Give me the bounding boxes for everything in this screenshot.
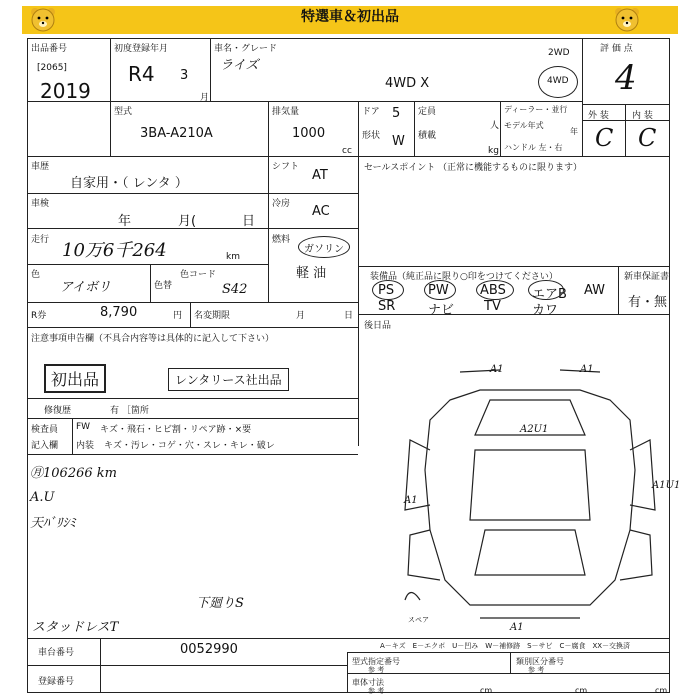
legend: A－キズ E－エクボ U－凹み W－補修跡 S－サビ C－腐食 XX－交換済 [380,642,631,650]
score-label: 評 価 点 [600,44,633,54]
reg-label: 登録番号 [38,677,75,687]
inspector-label: 検査員 [31,425,59,435]
load-unit: kg [488,146,499,156]
equip-sr: SR [378,299,396,314]
equip-pw: PW [428,283,449,298]
repair-value: 有 ［箇所 [110,406,149,416]
header-title: 特選車＆初出品 [301,9,399,25]
int-grade: C [638,124,657,152]
spare-label: スペア [408,616,429,624]
lot-number: 2019 [40,79,91,103]
mileage: 10万6千264 [62,240,167,261]
shift-label: シフト [272,162,300,172]
mileage-label: 走行 [31,235,50,245]
disp-label: 排気量 [272,107,300,117]
lot-label: 出品番号 [31,44,68,54]
load-label: 積載 [418,131,437,141]
equip-abs-circle [476,280,514,300]
shape: W [392,134,405,149]
equip-airbag: エアB [532,287,567,302]
repair-label: 修復歴 [44,406,72,416]
color-code: S42 [222,282,248,297]
reg-month: 3 [180,68,189,83]
doors: 5 [392,106,401,121]
era-year: R4 [128,62,155,86]
color-label: 色 [31,270,41,280]
capacity-unit: 人 [490,121,500,131]
shift: AT [312,168,328,183]
chassis-label: 車台番号 [38,648,75,658]
spec-label: 型式指定番号 [352,657,400,666]
diagram-mark: A2U1 [520,424,549,435]
equip-airbag-circle [528,280,564,300]
history-label: 車歴 [31,162,50,172]
warranty-value: 有・無 [628,295,668,310]
note-line-1: ㊊106266 km [30,466,117,481]
capacity-label: 定員 [418,107,437,117]
record-label: 記入欄 [31,441,59,451]
recycle: 8,790 [100,305,138,320]
dims-cm: cm [655,686,668,695]
car-name: ライズ [220,58,259,73]
month-unit: 月 [200,93,210,103]
equip-ps: PS [378,283,395,298]
equip-label: 装備品（純正品に限り○印をつけてください） [370,272,558,282]
warranty-label: 新車保証書 [624,272,670,282]
interior-label: 内装 [76,441,95,451]
ac-label: 冷房 [272,199,291,209]
nc-day: 日 [344,311,354,321]
first-reg-label: 初度登録年月 [114,44,169,54]
note-line-2: A.U [30,490,55,505]
interior-items: キズ・汚レ・コゲ・穴・スレ・キレ・破レ [104,441,275,451]
type-ref: 参 考 [528,666,545,674]
chassis: 0052990 [180,642,238,657]
score: 4 [615,58,637,98]
diagram-mark: A1U1 [652,480,681,491]
drive-4wd: 4WD [547,76,569,86]
equip-ps-circle [372,280,404,300]
sales-label: セールスポイント （正常に機能するものに限ります） [364,163,583,173]
fuel-gas: ガソリン [304,244,344,255]
nc-month: 月 [296,311,306,321]
ac: AC [312,204,330,219]
type-label: 類別区分番号 [516,657,564,666]
door-label: ドア [362,107,380,117]
equip-leather: カワ [532,303,559,318]
grade: 4WD X [385,76,430,91]
fw-items: キズ・飛石・ヒビ割・リペア跡・×要 [100,425,252,435]
note-line-3: 天ﾊﾞﾘｼﾐ [30,516,76,531]
fuel-diesel: 軽 油 [296,266,327,281]
dealer-label: ディーラー・並行 [504,105,568,114]
diagram-mark: A1 [580,364,594,375]
inspection-label: 車検 [31,199,50,209]
lot-small: [2065] [37,63,67,73]
recycle-label: R券 [31,311,47,321]
model: 3BA-A210A [140,126,213,141]
color: アイボリ [60,280,111,295]
color-code-label2: 色コード [180,270,217,280]
rear-label: 後日品 [364,321,392,331]
fw-label: FW [76,422,91,432]
shape-label: 形状 [362,131,381,141]
drive-2wd: 2WD [548,48,570,58]
ext-grade: C [595,124,614,152]
fuel-label: 燃料 [272,235,291,245]
year-unit: 年 [570,127,578,136]
note-under: 下廻りS [196,596,244,611]
mileage-unit: km [226,252,240,262]
recycle-unit: 円 [173,311,183,321]
model-year-label: モデル年式 [504,121,544,130]
bear-face-icon [612,6,642,32]
equip-abs: ABS [480,283,506,298]
name-change-label: 名変期限 [194,311,231,321]
ext-label: 外 装 [588,111,609,121]
car-damage-diagram [390,360,681,635]
dims-cm: cm [575,686,588,695]
inspection-month: 月( [178,214,197,229]
first-listing-stamp: 初出品 [44,364,106,393]
dims-ref: 参 考 [368,687,385,695]
bear-face-icon [28,6,58,32]
rental-stamp: レンタリース社出品 [168,368,289,391]
equip-aw: AW [584,283,606,298]
equip-tv: TV [484,299,501,314]
displacement: 1000 [292,126,326,141]
color-code-label: 色替 [154,281,173,291]
disp-unit: cc [342,146,352,156]
dims-label: 車体寸法 [352,678,384,687]
inspection-year: 年 [118,214,132,229]
model-label: 型式 [114,107,133,117]
diagram-mark: A1 [404,495,418,506]
dims-cm: cm [480,686,493,695]
name-label: 車名・グレード [214,44,278,54]
history: 自家用・（ レンタ ） [70,176,188,191]
int-label: 内 装 [632,111,653,121]
equip-pw-circle [424,280,456,300]
inspection-day: 日 [242,214,256,229]
note-studless: スタッドレスT [32,620,119,635]
diagram-mark: A1 [510,622,524,633]
equip-navi: ナビ [428,303,455,318]
notes-label: 注意事項申告欄（不具合内容等は具体的に記入して下さい） [31,334,275,344]
handle-label: ハンドル 左・右 [504,143,563,152]
diagram-mark: A1 [490,364,504,375]
spec-ref: 参 考 [368,666,385,674]
